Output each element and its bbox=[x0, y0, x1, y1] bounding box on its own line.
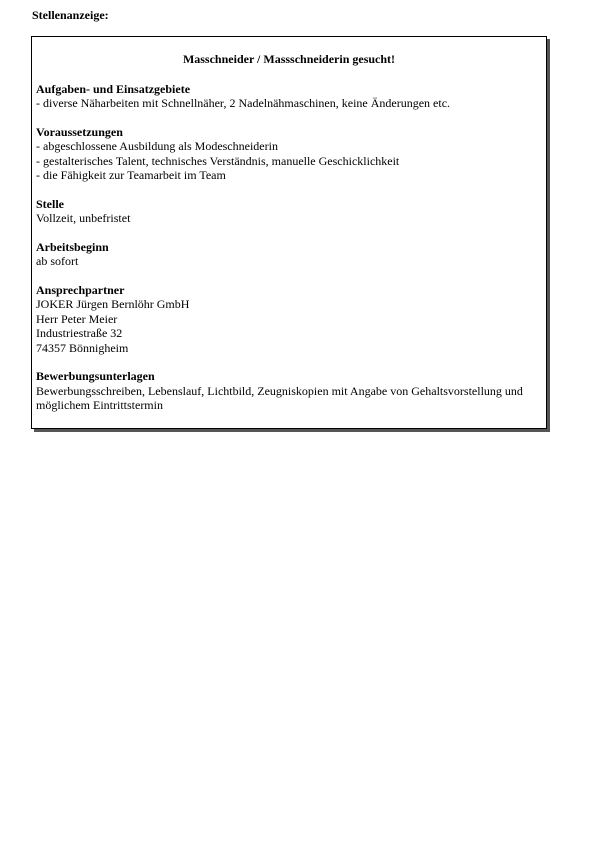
section-heading: Voraussetzungen bbox=[36, 124, 123, 139]
section-line: - gestalterisches Talent, technisches Verständnis, manuelle Geschicklichkeit bbox=[36, 153, 400, 168]
contact-person: Herr Peter Meier bbox=[36, 311, 118, 326]
section-heading: Ansprechpartner bbox=[36, 282, 125, 297]
contact-street: Industriestraße 32 bbox=[36, 326, 123, 340]
section-line: ab sofort bbox=[36, 254, 79, 268]
page-heading: Stellenanzeige: bbox=[32, 8, 109, 22]
section-heading: Bewerbungsunterlagen bbox=[36, 369, 155, 383]
section-heading: Aufgaben- und Einsatzgebiete bbox=[36, 81, 191, 96]
section-contact bbox=[36, 283, 546, 356]
job-ad-box bbox=[31, 36, 547, 429]
section-line: - abgeschlossene Ausbildung als Modeschneiderin bbox=[36, 139, 278, 153]
job-ad-title: Masschneider / Massschneiderin gesucht! bbox=[182, 52, 396, 66]
section-position bbox=[36, 197, 546, 226]
section-start-date bbox=[36, 240, 546, 269]
section-heading: Arbeitsbeginn bbox=[36, 239, 109, 254]
section-line: - die Fähigkeit zur Teamarbeit im Team bbox=[36, 168, 226, 182]
section-requirements bbox=[36, 125, 546, 183]
section-line: - diverse Näharbeiten mit Schnellnäher, 2 Nadelnähmaschinen, keine Änderungen etc. bbox=[36, 96, 451, 110]
section-application-documents bbox=[36, 369, 546, 413]
section-heading: Stelle bbox=[36, 196, 64, 211]
contact-city: 74357 Bönnigheim bbox=[36, 340, 129, 355]
section-tasks bbox=[36, 82, 546, 111]
section-line: Bewerbungsschreiben, Lebenslauf, Lichtbild, Zeugniskopien mit Angabe von Gehaltsvorstellung und möglichem Eintrittstermin bbox=[36, 383, 523, 412]
contact-company: JOKER Jürgen Bernlöhr GmbH bbox=[36, 297, 190, 311]
section-line: Vollzeit, unbefristet bbox=[36, 211, 131, 225]
